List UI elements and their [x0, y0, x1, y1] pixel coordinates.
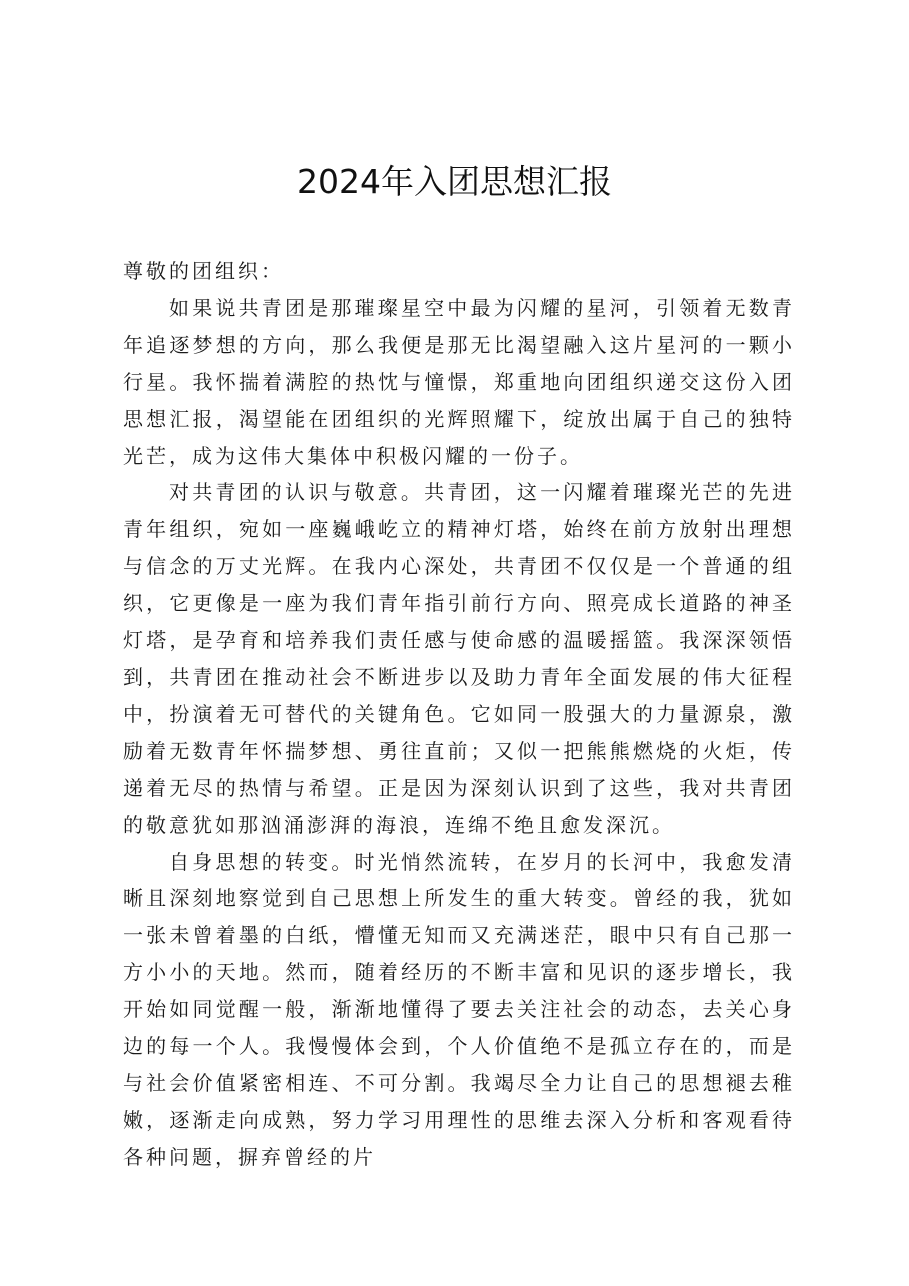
- paragraph-intro: 如果说共青团是那璀璨星空中最为闪耀的星河，引领着无数青年追逐梦想的方向，那么我便是那无比渴望融入这片星河的一颗小行星。我怀揣着满腔的热忱与憧憬，郑重地向团组织递交这份入团思想汇报，渴望能在团组织的光辉照耀下，绽放出属于自己的独特光芒，成为这伟大集体中积极闪耀的一份子。: [123, 295, 795, 468]
- document-title: 2024年入团思想汇报: [297, 162, 612, 201]
- salutation: 尊敬的团组织：: [123, 259, 284, 283]
- paragraph-understanding: 对共青团的认识与敬意。共青团，这一闪耀着璀璨光芒的先进青年组织，宛如一座巍峨屹立的精神灯塔，始终在前方放射出理想与信念的万丈光辉。在我内心深处，共青团不仅仅是一个普通的组织，它更像是一座为我们青年指引前行方向、照亮成长道路的神圣灯塔，是孕育和培养我们责任感与使命感的温暖摇篮。我深深领悟到，共青团在推动社会不断进步以及助力青年全面发展的伟大征程中，扮演着无可替代的关键角色。它如同一股强大的力量源泉，激励着无数青年怀揣梦想、勇往直前；又似一把熊熊燃烧的火炬，传递着无尽的热情与希望。正是因为深刻认识到了这些，我对共青团的敬意犹如那汹涌澎湃的海浪，连绵不绝且愈发深沉。: [123, 480, 795, 837]
- paragraph-transformation: 自身思想的转变。时光悄然流转，在岁月的长河中，我愈发清晰且深刻地察觉到自己思想上所发生的重大转变。曾经的我，犹如一张未曾着墨的白纸，懵懂无知而又充满迷茫，眼中只有自己那一方小小的天地。然而，随着经历的不断丰富和见识的逐步增长，我开始如同觉醒一般，渐渐地懂得了要去关注社会的动态，去关心身边的每一个人。我慢慢体会到，个人价值绝不是孤立存在的，而是与社会价值紧密相连、不可分割。我竭尽全力让自己的思想褪去稚嫩，逐渐走向成熟，努力学习用理性的思维去深入分析和客观看待各种问题，摒弃曾经的片: [123, 849, 795, 1169]
- document-body: [123, 253, 795, 1176]
